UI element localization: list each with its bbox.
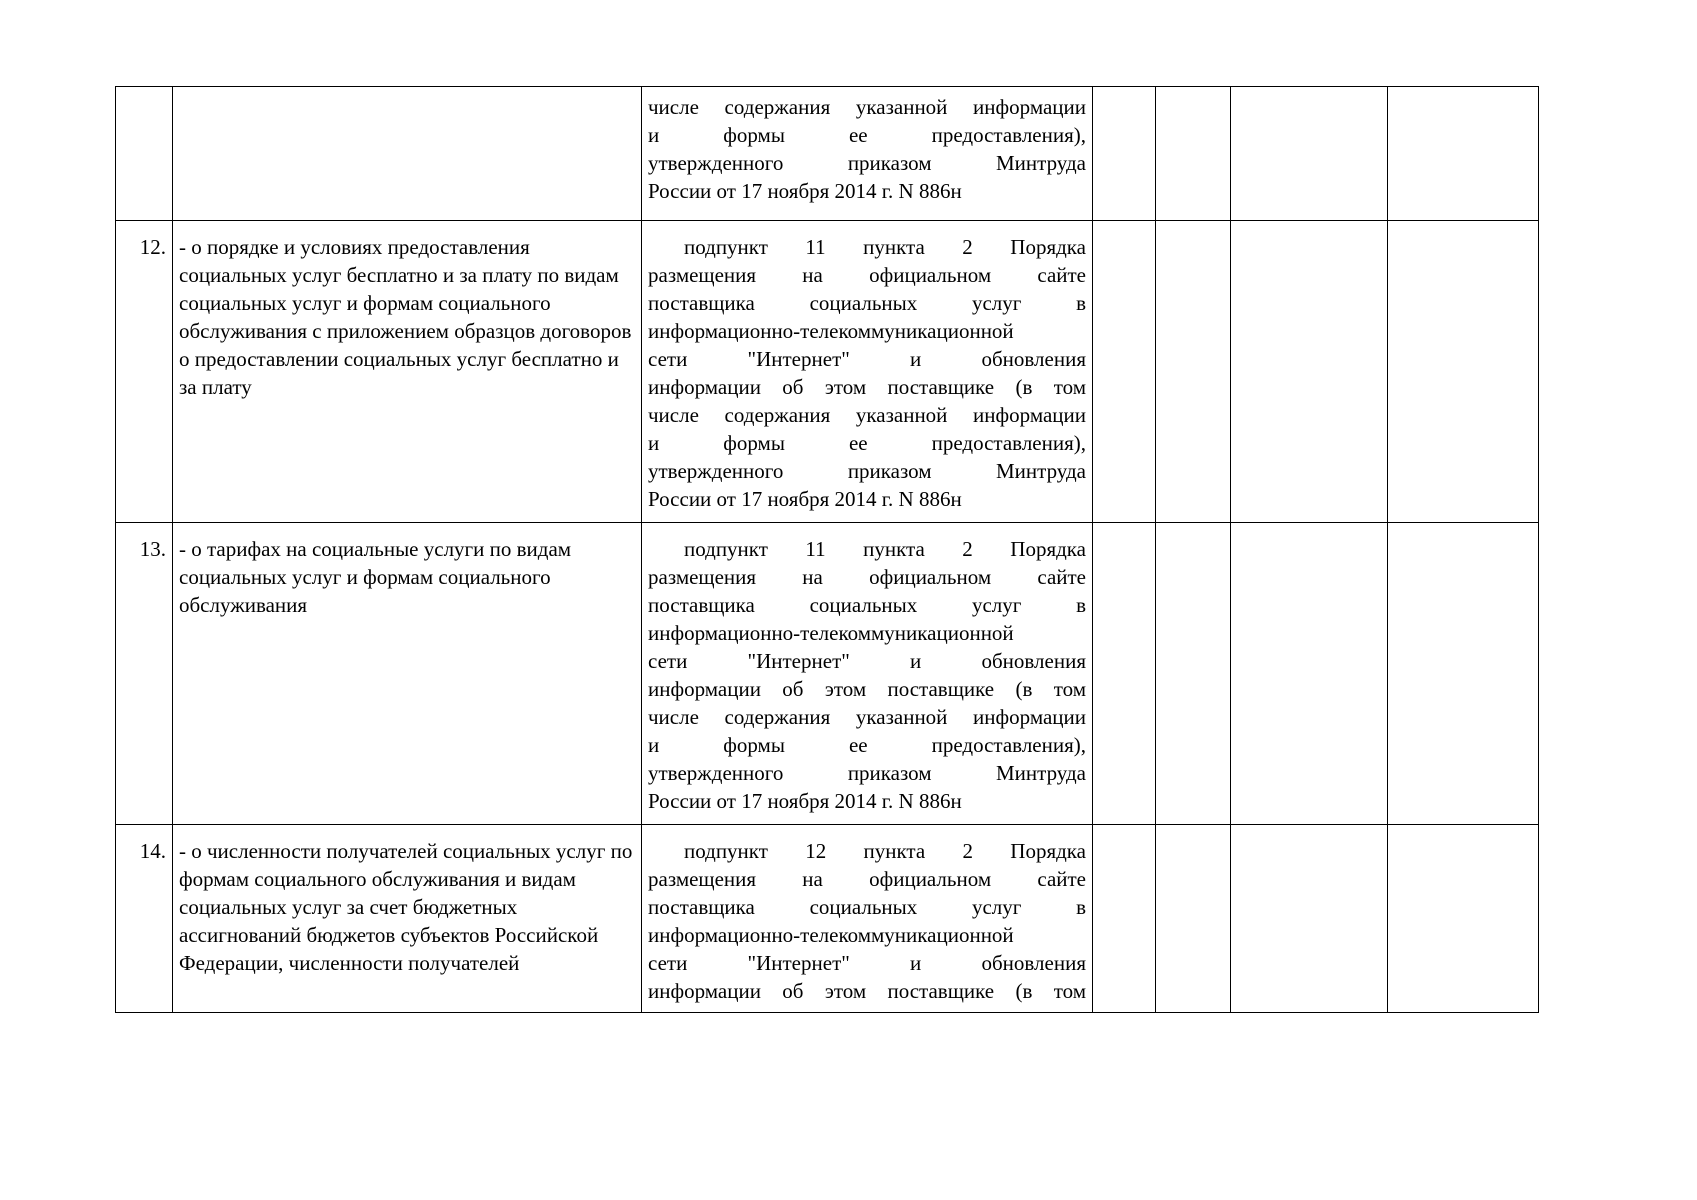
table-row: [116, 523, 1539, 825]
row-number: 14.: [116, 825, 173, 1013]
basis-line: сети "Интернет" и обновления: [648, 347, 1086, 371]
empty-cell: [1388, 523, 1539, 825]
basis-line: подпункт 11 пункта 2 Порядка: [684, 235, 1086, 259]
basis-line: утвержденного приказом Минтруда: [648, 151, 1086, 175]
basis-line: поставщика социальных услуг в: [648, 291, 1086, 315]
basis-line: размещения на официальном сайте: [648, 263, 1086, 287]
row-number: 12.: [116, 221, 173, 523]
empty-cell: [1093, 825, 1156, 1013]
basis-line: информационно-телекоммуникационной: [648, 319, 1014, 343]
basis-line: числе содержания указанной информации: [648, 705, 1086, 729]
row-description: - о тарифах на социальные услуги по видам социальных услуг и формам социального обслуживания: [173, 523, 642, 825]
basis-line: России от 17 ноября 2014 г. N 886н: [648, 179, 962, 203]
row-description: - о порядке и условиях предоставления социальных услуг бесплатно и за плату по видам социальных услуг и формам социального обслуживания с приложением образцов договоров о предоставлении социальных услуг бесплатно и за плату: [173, 221, 642, 523]
basis-line: подпункт 11 пункта 2 Порядка: [684, 537, 1086, 561]
basis-line: утвержденного приказом Минтруда: [648, 761, 1086, 785]
table-row: [116, 87, 1539, 221]
row-description: [173, 87, 642, 221]
row-description: - о численности получателей социальных услуг по формам социального обслуживания и видам социальных услуг за счет бюджетных ассигнований бюджетов субъектов Российской Федерации, численности получателей: [173, 825, 642, 1013]
table-row: [116, 221, 1539, 523]
empty-cell: [1093, 87, 1156, 221]
empty-cell: [1231, 87, 1388, 221]
basis-line: поставщика социальных услуг в: [648, 895, 1086, 919]
basis-line: размещения на официальном сайте: [648, 565, 1086, 589]
basis-line: информационно-телекоммуникационной: [648, 923, 1014, 947]
empty-cell: [1388, 87, 1539, 221]
row-legal-basis: [642, 523, 1093, 825]
basis-line: подпункт 12 пункта 2 Порядка: [684, 839, 1086, 863]
row-number: [116, 87, 173, 221]
basis-line: информационно-телекоммуникационной: [648, 621, 1014, 645]
basis-line: утвержденного приказом Минтруда: [648, 459, 1086, 483]
empty-cell: [1388, 221, 1539, 523]
basis-line: России от 17 ноября 2014 г. N 886н: [648, 487, 962, 511]
empty-cell: [1093, 221, 1156, 523]
basis-line: числе содержания указанной информации: [648, 95, 1086, 119]
basis-line: России от 17 ноября 2014 г. N 886н: [648, 789, 962, 813]
empty-cell: [1231, 523, 1388, 825]
basis-line: информации об этом поставщике (в том: [648, 677, 1086, 701]
empty-cell: [1156, 221, 1231, 523]
basis-line: и формы ее предоставления),: [648, 733, 1086, 757]
basis-line: информации об этом поставщике (в том: [648, 979, 1086, 1003]
row-legal-basis: [642, 221, 1093, 523]
empty-cell: [1093, 523, 1156, 825]
basis-line: и формы ее предоставления),: [648, 123, 1086, 147]
basis-line: сети "Интернет" и обновления: [648, 649, 1086, 673]
table-row: [116, 825, 1539, 1013]
row-legal-basis: [642, 87, 1093, 221]
basis-line: поставщика социальных услуг в: [648, 593, 1086, 617]
empty-cell: [1231, 825, 1388, 1013]
basis-line: информации об этом поставщике (в том: [648, 375, 1086, 399]
empty-cell: [1231, 221, 1388, 523]
empty-cell: [1156, 523, 1231, 825]
document-table: [115, 86, 1539, 1013]
basis-line: числе содержания указанной информации: [648, 403, 1086, 427]
empty-cell: [1156, 87, 1231, 221]
row-legal-basis: [642, 825, 1093, 1013]
basis-line: и формы ее предоставления),: [648, 431, 1086, 455]
row-number: 13.: [116, 523, 173, 825]
empty-cell: [1156, 825, 1231, 1013]
basis-line: сети "Интернет" и обновления: [648, 951, 1086, 975]
basis-line: размещения на официальном сайте: [648, 867, 1086, 891]
empty-cell: [1388, 825, 1539, 1013]
